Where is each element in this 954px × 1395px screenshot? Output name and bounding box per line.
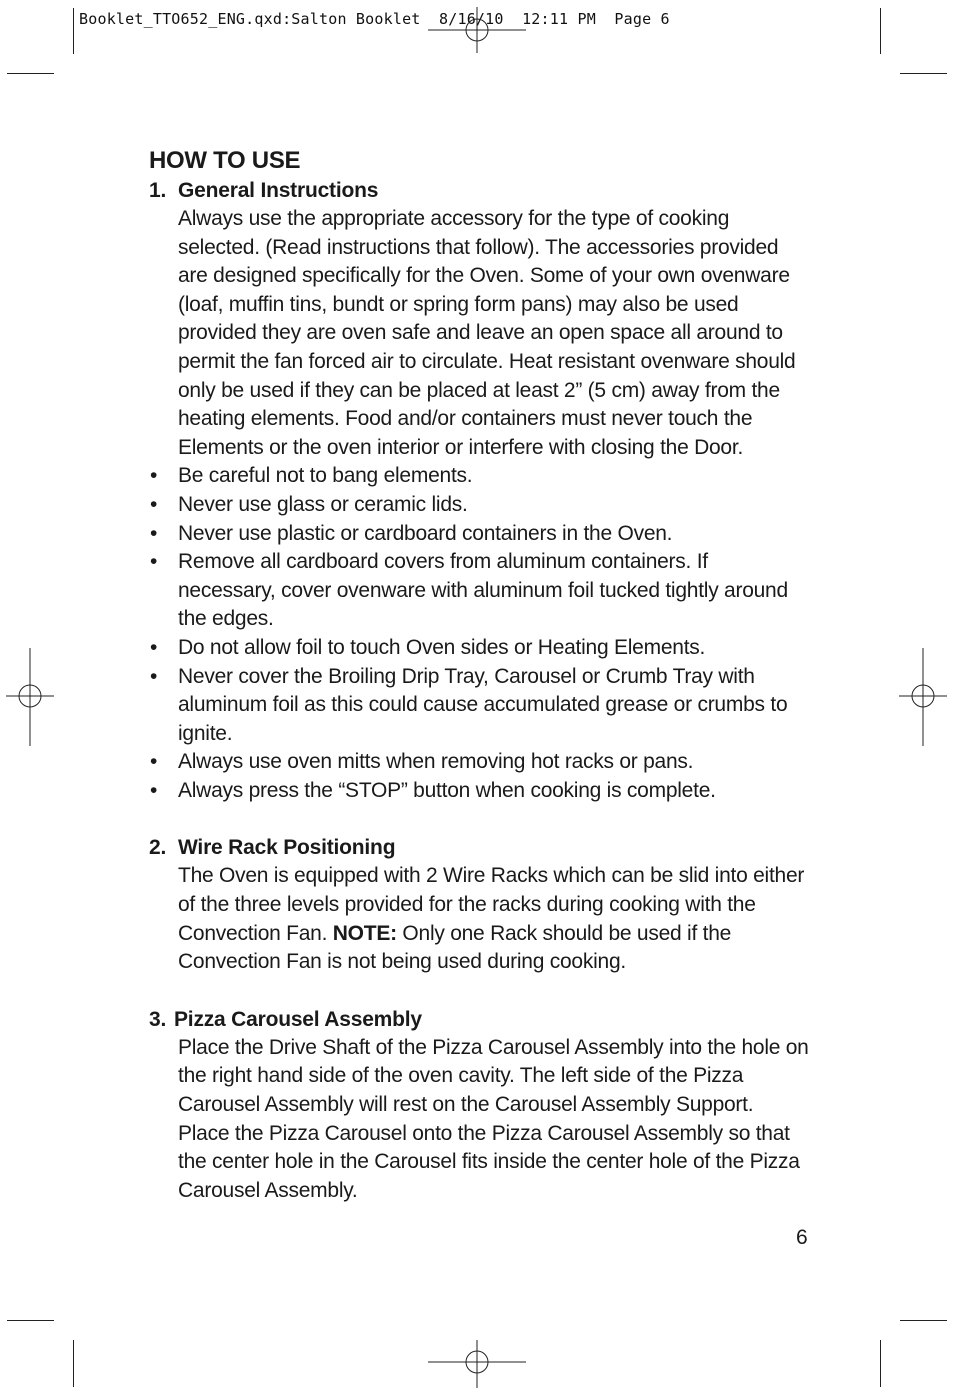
list-item-text: Be careful not to bang elements. <box>178 464 473 488</box>
bullet-list <box>149 462 809 805</box>
spacer <box>149 977 809 1005</box>
bullet-icon: • <box>150 464 158 488</box>
paragraph-text: Only one Rack should be used if the Convection Fan is not being used during cooking. <box>178 921 732 974</box>
crop-mark <box>900 73 947 74</box>
section-title-text: Wire Rack Positioning <box>178 836 396 860</box>
crop-mark <box>900 1320 947 1321</box>
list-item <box>149 520 809 549</box>
bullet-icon: • <box>150 521 158 545</box>
list-item <box>149 491 809 520</box>
registration-mark-icon <box>428 7 526 53</box>
bullet-icon: • <box>150 664 158 688</box>
section-paragraph: Always use the appropriate accessory for the type of cooking selected. (Read instructions that follow). The accessories provided are designed specifically for the Oven. Some of your own ovenware (loaf, muffin tins, bundt or spring form pans) may also be used provided they are oven safe and leave an open space all around to permit the fan forced air to circulate. Heat resistant ovenware should only be used if they can be placed at least 2” (5 cm) away from the heating elements. Food and/or containers must never touch the Elements or the oven interior or interfere with closing the Door. <box>178 207 796 459</box>
list-item-text: Always use oven mitts when removing hot racks or pans. <box>178 750 694 774</box>
list-item <box>149 462 809 491</box>
bullet-icon: • <box>150 635 158 659</box>
crop-mark <box>880 8 881 54</box>
list-item <box>149 748 809 777</box>
page-number: 6 <box>796 1226 808 1249</box>
section-title-text: General Instructions <box>178 179 379 202</box>
bullet-icon: • <box>150 550 158 574</box>
section-title-general-instructions <box>149 176 809 205</box>
list-item-text: Never cover the Broiling Drip Tray, Carousel or Crumb Tray with aluminum foil as this could cause accumulated grease or crumbs to ignite. <box>178 664 788 745</box>
crop-mark <box>73 8 74 54</box>
section-paragraph <box>178 862 809 976</box>
section-title-pizza-carousel-assembly <box>149 1005 809 1034</box>
registration-mark-icon <box>428 1340 526 1388</box>
paragraph-text: The Oven is equipped with 2 Wire Racks which can be slid into either of the three levels provided for the racks during cooking with the Convection Fan. <box>178 864 805 945</box>
registration-mark-icon <box>899 648 947 746</box>
crop-mark <box>880 1340 881 1387</box>
bullet-icon: • <box>150 492 158 516</box>
crop-mark <box>7 1320 54 1321</box>
list-item-text: Never use plastic or cardboard containers in the Oven. <box>178 521 673 545</box>
bullet-icon: • <box>150 778 158 802</box>
printer-slug: Booklet_TTO652_ENG.qxd:Salton Booklet 8/16/10 12:11 PM Page 6 <box>79 10 670 28</box>
registration-mark-icon <box>6 648 54 746</box>
main-content <box>149 146 809 1205</box>
list-item-text: Always press the “STOP” button when cooking is complete. <box>178 778 716 802</box>
list-item <box>149 634 809 663</box>
section-title-text: Pizza Carousel Assembly <box>174 1007 422 1031</box>
spacer <box>149 805 809 833</box>
section-paragraph: Place the Drive Shaft of the Pizza Carousel Assembly into the hole on the right hand side of the oven cavity. The left side of the Pizza Carousel Assembly will rest on the Carousel Assembly Support. Place the Pizza Carousel onto the Pizza Carousel Assembly so that the center hole in the Carousel fits inside the center hole of the Pizza Carousel Assembly. <box>178 1035 809 1202</box>
note-label: NOTE: <box>332 921 397 945</box>
list-item <box>149 777 809 806</box>
list-item <box>149 663 809 749</box>
section-title-wire-rack-positioning <box>149 833 809 862</box>
section-number: 2. <box>149 836 167 860</box>
list-item-text: Remove all cardboard covers from aluminum containers. If necessary, cover ovenware with aluminum foil tucked tightly around the edges. <box>178 550 788 631</box>
page-heading: HOW TO USE <box>149 147 301 174</box>
list-item-text: Do not allow foil to touch Oven sides or Heating Elements. <box>178 635 706 659</box>
crop-mark <box>73 1340 74 1387</box>
section-number: 3. <box>149 1007 167 1031</box>
section-number: 1. <box>149 179 167 202</box>
bullet-icon: • <box>150 750 158 774</box>
list-item <box>149 548 809 634</box>
crop-mark <box>7 73 54 74</box>
list-item-text: Never use glass or ceramic lids. <box>178 492 468 516</box>
